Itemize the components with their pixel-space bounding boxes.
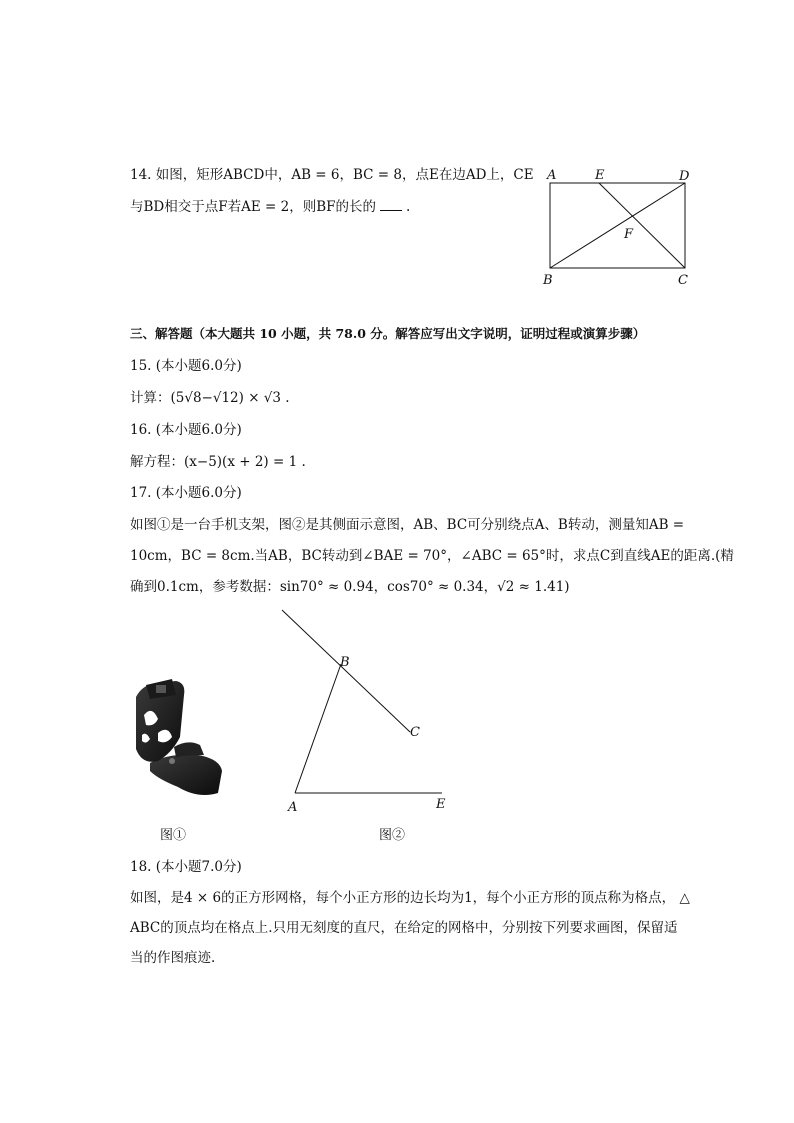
segment-ab <box>295 664 341 793</box>
q14-line2 <box>130 197 530 217</box>
label-e: E <box>436 797 446 812</box>
q15-text: 计算：(5√8−√12) × √3 . <box>130 390 290 406</box>
q16-number: 16. (本小题6.0分) <box>130 422 242 438</box>
label-c: C <box>410 725 420 740</box>
figure-1-caption: 图① <box>160 828 187 843</box>
segment-ce <box>599 183 685 268</box>
q14-rectangle-figure <box>535 160 700 290</box>
answer-blank <box>380 198 402 211</box>
q17-side-diagram <box>270 600 460 820</box>
label-c: C <box>678 273 688 288</box>
label-a: A <box>547 168 557 183</box>
phone-stand-image <box>128 675 228 800</box>
segment-bd <box>550 183 685 268</box>
label-b: B <box>543 273 553 288</box>
q18-line3: 当的作图痕迹. <box>130 950 216 966</box>
q14-line2-text: 与BD相交于点F若AE = 2，则BF的长的 <box>130 199 376 215</box>
q18-number: 18. (本小题7.0分) <box>130 859 242 875</box>
label-e: E <box>595 168 605 183</box>
label-a: A <box>288 800 298 815</box>
q18-line1: 如图，是4 × 6的正方形网格，每个小正方形的边长均为1，每个小正方形的顶点称为格点， △ <box>130 890 690 906</box>
label-b: B <box>340 655 350 670</box>
label-d: D <box>679 169 690 184</box>
q15-number: 15. (本小题6.0分) <box>130 358 242 374</box>
q17-line2: 10cm，BC = 8cm.当AB，BC转动到∠BAE = 70°，∠ABC = 65°时，求点C到直线AE的距离.(精 <box>130 548 734 564</box>
q17-line1: 如图①是一台手机支架，图②是其侧面示意图，AB、BC可分别绕点A、B转动，测量知AB = <box>130 517 685 533</box>
q14-line1: 14. 如图，矩形ABCD中，AB = 6，BC = 8，点E在边AD上，CE <box>130 167 534 183</box>
q17-number: 17. (本小题6.0分) <box>130 485 242 501</box>
figure-2-caption: 图② <box>379 828 406 843</box>
q18-line2: ABC的顶点均在格点上.只用无刻度的直尺，在给定的网格中，分别按下列要求画图，保留适 <box>130 920 678 936</box>
label-f: F <box>624 227 634 242</box>
segment-bc-extended <box>282 610 410 732</box>
q16-text: 解方程：(x−5)(x + 2) = 1 . <box>130 454 306 470</box>
q17-line3: 确到0.1cm，参考数据：sin70° ≈ 0.94，cos70° ≈ 0.34，√2 ≈ 1.41) <box>130 579 570 595</box>
q14-line2-end: . <box>406 199 411 215</box>
section-3-header: 三、解答题（本大题共 10 小题，共 78.0 分。解答应写出文字说明，证明过程或演算步骤） <box>130 326 646 341</box>
